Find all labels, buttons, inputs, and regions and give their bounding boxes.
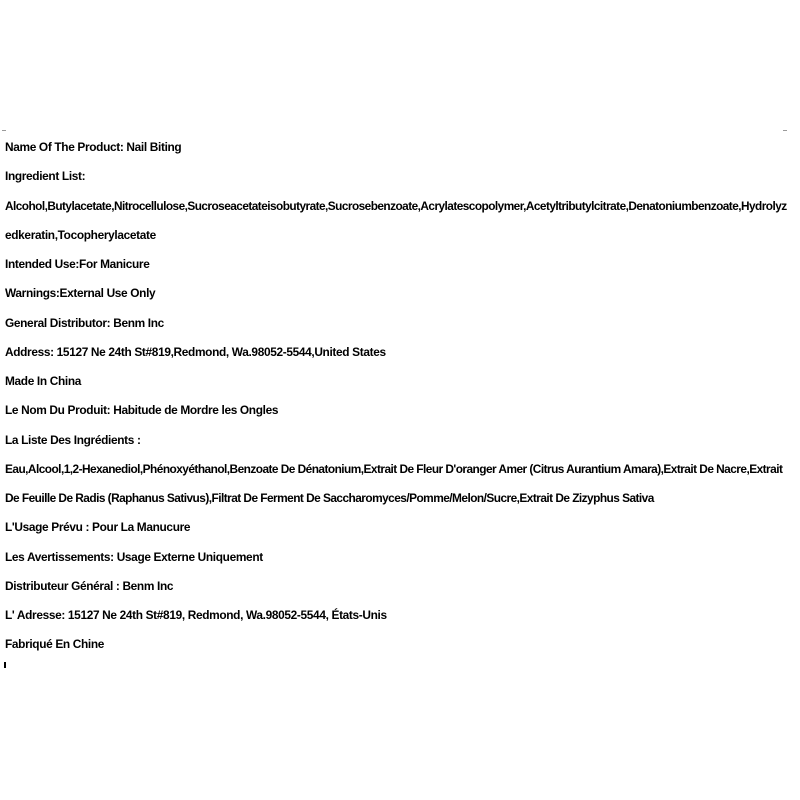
- text-cursor: [4, 662, 6, 668]
- origin-line-fr: Fabriqué En Chine: [5, 637, 105, 652]
- product-name-line-fr: Le Nom Du Produit: Habitude de Mordre les Ongles: [5, 403, 279, 418]
- address-line-fr: L' Adresse: 15127 Ne 24th St#819, Redmond, Wa.98052-5544, États-Unis: [5, 608, 387, 622]
- warnings-line: Warnings:External Use Only: [5, 286, 156, 301]
- ingredient-list-line: edkeratin,Tocopherylacetate: [5, 227, 156, 242]
- ingredient-list-heading: Ingredient List:: [5, 169, 86, 184]
- document-body[interactable]: [5, 136, 795, 663]
- origin-line: Made In China: [5, 374, 82, 388]
- left-margin-marker: [2, 130, 6, 131]
- warnings-line-fr: Les Avertissements: Usage Externe Uniquement: [5, 549, 263, 564]
- intended-use-line: Intended Use:For Manicure: [5, 257, 150, 271]
- distributor-line: General Distributor: Benm Inc: [5, 315, 164, 330]
- address-line: Address: 15127 Ne 24th St#819,Redmond, Wa.98052-5544,United States: [5, 344, 386, 359]
- distributor-line-fr: Distributeur Général : Benm Inc: [5, 578, 174, 593]
- right-margin-marker: [783, 130, 787, 131]
- product-name-line: Name Of The Product: Nail Biting: [5, 140, 182, 154]
- ingredient-list-line: Alcohol,Butylacetate,Nitrocellulose,Sucroseacetateisobutyrate,Sucrosebenzoate,Acrylatescopolymer,Acetyltributylcitrate,Denatoniumbenzoate,Hydrolyz: [5, 198, 787, 213]
- ingredient-list-heading-fr: La Liste Des Ingrédients :: [5, 432, 141, 447]
- ingredient-list-line-fr: Eau,Alcool,1,2-Hexanediol,Phénoxyéthanol,Benzoate De Dénatonium,Extrait De Fleur D'oranger Amer (Citrus Aurantium Amara),Extrait De Nacre,Extrait: [5, 461, 783, 476]
- ingredient-list-line-fr: De Feuille De Radis (Raphanus Sativus),Filtrat De Ferment De Saccharomyces/Pomme/Melon/Sucre,Extrait De Zizyphus Sativa: [5, 491, 654, 505]
- intended-use-line-fr: L'Usage Prévu : Pour La Manucure: [5, 520, 191, 535]
